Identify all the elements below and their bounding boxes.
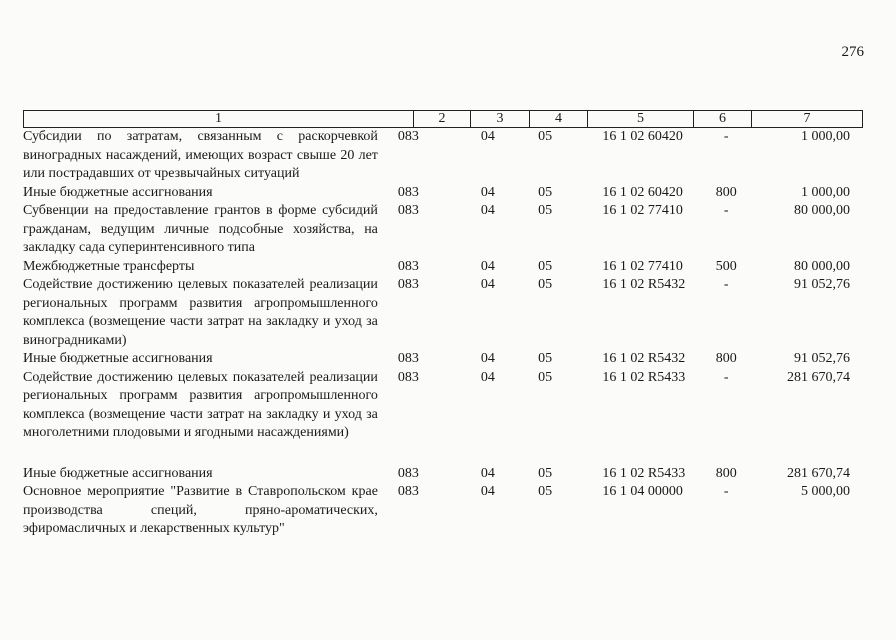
table-row — [23, 184, 863, 203]
header-col-1: 1 — [24, 111, 414, 128]
table-row — [23, 465, 863, 484]
row-ved: 083 — [397, 258, 419, 274]
row-pr: 05 — [538, 369, 553, 385]
row-name: Иные бюджетные ассигнования — [23, 465, 213, 481]
row-vr: 500 — [715, 258, 737, 274]
row-name: Основное мероприятие "Развитие в Ставропольском крае производства специй, пряно-ароматических, эфиромасличных и лекарственных культур" — [23, 484, 378, 536]
budget-table-body — [23, 128, 863, 539]
row-sum: 5 000,00 — [801, 484, 850, 499]
row-name: Межбюджетные трансферты — [23, 258, 195, 274]
column-header-table — [23, 110, 863, 128]
row-rz: 04 — [480, 203, 495, 218]
row-vr: - — [723, 277, 729, 292]
row-csr: 16 1 04 00000 — [602, 484, 683, 499]
row-vr: - — [723, 129, 729, 144]
row-vr: 800 — [715, 465, 737, 481]
row-pr: 05 — [538, 203, 553, 218]
table-row — [23, 128, 863, 184]
table-row — [23, 483, 863, 539]
table-row — [23, 369, 863, 443]
table-row — [23, 258, 863, 277]
row-csr: 16 1 02 R5432 — [602, 277, 686, 292]
column-header-row — [24, 111, 863, 128]
row-vr: - — [723, 369, 729, 385]
row-rz: 04 — [480, 351, 495, 366]
row-pr: 05 — [538, 277, 553, 292]
row-rz: 04 — [480, 369, 495, 385]
row-pr: 05 — [538, 465, 553, 481]
row-name: Иные бюджетные ассигнования — [23, 184, 213, 200]
row-sum: 91 052,76 — [794, 351, 850, 366]
row-name: Содействие достижению целевых показателей реализации региональных программ развития агропромышленного комплекса (возмещение части затрат на закладку и уход за многолетними плодовыми и ягодными насаждениями) — [23, 369, 378, 440]
row-vr: - — [723, 203, 729, 218]
row-name: Субвенции на предоставление грантов в форме субсидий гражданам, ведущим личные подсобные хозяйства, на закладку сада суперинтенсивного типа — [23, 203, 378, 255]
table-row — [23, 202, 863, 258]
table-row — [23, 350, 863, 369]
row-name: Содействие достижению целевых показателей реализации региональных программ развития агропромышленного комплекса (возмещение части затрат на закладку и уход за виноградниками) — [23, 277, 378, 348]
row-csr: 16 1 02 60420 — [602, 129, 683, 144]
row-rz: 04 — [480, 465, 495, 481]
row-rz: 04 — [480, 484, 495, 499]
header-col-7: 7 — [752, 111, 863, 128]
row-csr: 16 1 02 R5433 — [602, 465, 686, 481]
row-pr: 05 — [538, 258, 553, 274]
row-sum: 91 052,76 — [794, 277, 850, 292]
row-sum: 281 670,74 — [787, 465, 850, 481]
row-ved: 083 — [397, 484, 419, 499]
row-rz: 04 — [480, 258, 495, 274]
row-ved: 083 — [397, 129, 419, 144]
row-sum: 80 000,00 — [794, 203, 850, 218]
row-csr: 16 1 02 77410 — [602, 258, 683, 274]
row-rz: 04 — [480, 129, 495, 144]
row-vr: - — [723, 484, 729, 499]
row-pr: 05 — [538, 129, 553, 144]
row-ved: 083 — [397, 203, 419, 218]
row-ved: 083 — [397, 277, 419, 292]
row-csr: 16 1 02 R5433 — [602, 369, 686, 385]
row-ved: 083 — [397, 369, 419, 385]
row-ved: 083 — [397, 184, 419, 200]
row-sum: 281 670,74 — [787, 369, 850, 385]
row-name: Субсидии по затратам, связанным с раскорчевкой виноградных насаждений, имеющих возраст свыше 20 лет или пострадавших от чрезвычайных ситуаций — [23, 129, 378, 181]
row-sum: 1 000,00 — [801, 129, 850, 144]
row-sum: 80 000,00 — [794, 258, 850, 274]
row-pr: 05 — [538, 351, 553, 366]
header-col-4: 4 — [530, 111, 588, 128]
row-sum: 1 000,00 — [801, 184, 850, 200]
row-name: Иные бюджетные ассигнования — [23, 351, 213, 366]
row-csr: 16 1 02 R5432 — [602, 351, 686, 366]
table-row — [23, 276, 863, 350]
row-ved: 083 — [397, 351, 419, 366]
header-col-6: 6 — [694, 111, 752, 128]
row-csr: 16 1 02 60420 — [602, 184, 683, 200]
row-ved: 083 — [397, 465, 419, 481]
row-csr: 16 1 02 77410 — [602, 203, 683, 218]
row-vr: 800 — [715, 184, 737, 200]
page-number: 276 — [841, 44, 864, 60]
row-vr: 800 — [715, 351, 737, 366]
row-pr: 05 — [538, 184, 553, 200]
header-col-2: 2 — [414, 111, 471, 128]
row-rz: 04 — [480, 277, 495, 292]
row-rz: 04 — [480, 184, 495, 200]
header-col-3: 3 — [471, 111, 530, 128]
row-pr: 05 — [538, 484, 553, 499]
header-col-5: 5 — [588, 111, 694, 128]
